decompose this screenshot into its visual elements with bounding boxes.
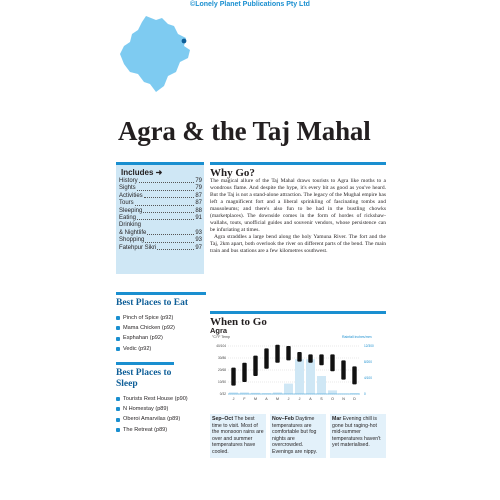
rain-tick-label: 12/300 (364, 344, 374, 348)
includes-item-page: 79 (195, 185, 202, 192)
best-sleep-item-label: The Retreat (p89) (123, 426, 168, 433)
rain-tick-label: 8/200 (364, 360, 372, 364)
temp-bar (308, 354, 312, 362)
best-sleep-item[interactable] (116, 404, 206, 414)
season-notes (210, 414, 386, 458)
x-tick-label: J (298, 397, 301, 401)
bullet-icon (116, 418, 120, 422)
includes-item-page: 97 (195, 244, 202, 251)
rain-bar (317, 376, 326, 394)
best-eat-list (116, 313, 206, 354)
includes-heading: Includes ➜ (121, 168, 163, 177)
includes-item-name: Sights (119, 185, 136, 192)
includes-item-name: Shopping (119, 237, 145, 244)
includes-item[interactable] (119, 185, 202, 192)
includes-item-name: Drinking (119, 222, 142, 229)
season-note (210, 414, 266, 458)
bullet-icon (116, 428, 120, 432)
best-sleep-item-label: Oberoi Amarvilas (p89) (123, 416, 181, 423)
includes-item[interactable] (119, 230, 202, 237)
best-eat-item-label: Esphahan (p92) (123, 335, 163, 342)
includes-item-page: 88 (195, 207, 202, 214)
best-sleep-item-label: N Homestay (p89) (123, 406, 169, 413)
bullet-icon (116, 337, 120, 341)
publisher-credit: ©Lonely Planet Publications Pty Ltd (190, 1, 310, 8)
includes-box (116, 162, 204, 274)
temp-bar (264, 348, 268, 368)
x-tick-label: A (265, 397, 268, 401)
best-sleep-item[interactable] (116, 425, 206, 435)
season-text: Daytime temperatures are comfortable but fog nights are overcrowded. Evenings are nippy. (272, 416, 318, 455)
leader-dots (137, 185, 195, 190)
includes-item-name: & Nightlife (119, 229, 147, 236)
best-sleep-item[interactable] (116, 414, 206, 424)
when-to-go-title: When to Go (210, 311, 386, 328)
includes-item[interactable] (119, 178, 202, 185)
leader-dots (135, 200, 195, 205)
bullet-icon (116, 407, 120, 411)
why-go-paragraph-1: The magical allure of the Taj Mahal draws tourists to Agra like moths to a wondrous flame. And despite the hype, it's every bit as good as you've heard. But the Taj is not a stand-alone attraction. The legacy of the Mughal empire has left a magnificent fort and a liberal sprinkling of fascinating tombs and mausoleums; and there's also fun to be had in the bustling chowks (marketplaces). The downside comes in the form of hordes of rickshaw-wallahs, touts, unofficial guides and souvenir vendors, whose persistence can be infuriating at times. (210, 178, 386, 233)
best-sleep-section (116, 362, 206, 435)
includes-item[interactable] (119, 200, 202, 207)
best-sleep-list (116, 394, 206, 435)
season-text: Evening chill is gone but raging-hot mid-summer temperatures haven't yet materialised. (332, 416, 381, 449)
best-eat-title: Best Places to Eat (116, 292, 206, 309)
temp-bar (341, 360, 345, 379)
x-tick-label: D (353, 397, 356, 401)
rajasthan-map-icon (116, 14, 196, 96)
season-head: Sep–Oct (212, 416, 234, 422)
includes-item[interactable] (119, 193, 202, 200)
temp-bar (330, 354, 334, 371)
includes-item-page: 91 (195, 215, 202, 222)
temp-bar (352, 366, 356, 384)
includes-item[interactable] (119, 245, 202, 252)
includes-item-name: Fatehpur Sikri (119, 244, 157, 251)
bullet-icon (116, 326, 120, 330)
includes-item-name: Sleeping (119, 207, 143, 214)
includes-item-name: Tours (119, 200, 134, 207)
includes-item-page: 93 (195, 229, 202, 236)
leader-dots (145, 237, 194, 242)
x-tick-label: M (276, 397, 279, 401)
best-sleep-title: Best Places to Sleep (116, 362, 174, 390)
season-head: Mar (332, 416, 342, 422)
temp-bar (275, 345, 279, 363)
temp-bar (286, 346, 290, 360)
bullet-icon (116, 316, 120, 320)
x-tick-label: M (254, 397, 257, 401)
temp-bar (297, 352, 301, 362)
leader-dots (144, 193, 195, 198)
bullet-icon (116, 397, 120, 401)
best-eat-item-label: Mama Chicken (p92) (123, 325, 175, 332)
y-tick-label: 20/68 (218, 368, 226, 372)
why-go-title: Why Go? (210, 162, 386, 179)
best-eat-item[interactable] (116, 313, 206, 323)
best-eat-item[interactable] (116, 344, 206, 354)
rain-tick-label: 4/100 (364, 376, 372, 380)
includes-item-name: Activities (119, 192, 143, 199)
includes-item-page: 87 (195, 192, 202, 199)
temp-legend: °C/°F Temp (212, 335, 230, 339)
why-go-paragraph-2: Agra straddles a large bend along the holy Yamuna River. The fort and the Taj, 2km apart, both overlook the river on different parts of the bend. The main train and bus stations are a few kilometres southwest. (210, 234, 386, 254)
best-eat-item-label: Vedic (p92) (123, 345, 152, 352)
temp-bar (253, 356, 257, 376)
best-sleep-item[interactable] (116, 394, 206, 404)
page-title: Agra & the Taj Mahal (118, 116, 371, 146)
leader-dots (139, 178, 195, 183)
season-head: Nov–Feb (272, 416, 294, 422)
locator-map (116, 14, 196, 96)
temp-bar (319, 354, 323, 365)
best-sleep-item-label: Tourists Rest House (p90) (123, 396, 188, 402)
x-tick-label: S (320, 397, 323, 401)
rain-bar (328, 390, 337, 394)
includes-item[interactable] (119, 208, 202, 215)
includes-list (119, 178, 202, 252)
leader-dots (147, 230, 194, 235)
leader-dots (157, 245, 194, 250)
temp-bar (231, 368, 235, 386)
why-go-text (210, 178, 386, 255)
season-note (330, 414, 386, 458)
temp-bar (242, 363, 246, 382)
x-tick-label: J (287, 397, 290, 401)
leader-dots (137, 215, 194, 220)
season-note (270, 414, 326, 458)
bullet-icon (116, 347, 120, 351)
x-tick-label: F (243, 397, 246, 401)
includes-item-name: History (119, 178, 138, 184)
rain-bar (284, 384, 293, 394)
chart-city: Agra (210, 326, 228, 335)
y-tick-label: 30/86 (218, 356, 226, 360)
leader-dots (143, 208, 194, 213)
climate-chart (210, 328, 386, 410)
best-eat-item-label: Pinch of Spice (p92) (123, 315, 174, 321)
rain-bar (306, 359, 315, 394)
includes-item-name: Eating (119, 215, 137, 222)
y-tick-label: 40/104 (216, 344, 226, 348)
includes-item-page: 87 (195, 200, 202, 207)
x-tick-label: A (309, 397, 312, 401)
y-tick-label: 10/50 (218, 380, 226, 384)
rain-bar (295, 359, 304, 394)
best-eat-item[interactable] (116, 333, 206, 343)
includes-item-page: 93 (195, 237, 202, 244)
season-text: The best time to visit. Most of the monsoon rains are over and summer temperatures have cooled. (212, 416, 264, 455)
rain-tick-label: 0 (364, 392, 366, 396)
x-tick-label: J (232, 397, 235, 401)
includes-item[interactable] (119, 222, 202, 229)
includes-item[interactable] (119, 215, 202, 222)
includes-item[interactable] (119, 237, 202, 244)
x-tick-label: N (342, 397, 345, 401)
best-eat-item[interactable] (116, 323, 206, 333)
rain-legend: Rainfall inches/mm (342, 335, 372, 339)
includes-item-page: 79 (195, 178, 202, 184)
y-tick-label: 0/32 (219, 392, 226, 396)
x-tick-label: O (331, 397, 334, 401)
best-eat-section (116, 292, 206, 354)
